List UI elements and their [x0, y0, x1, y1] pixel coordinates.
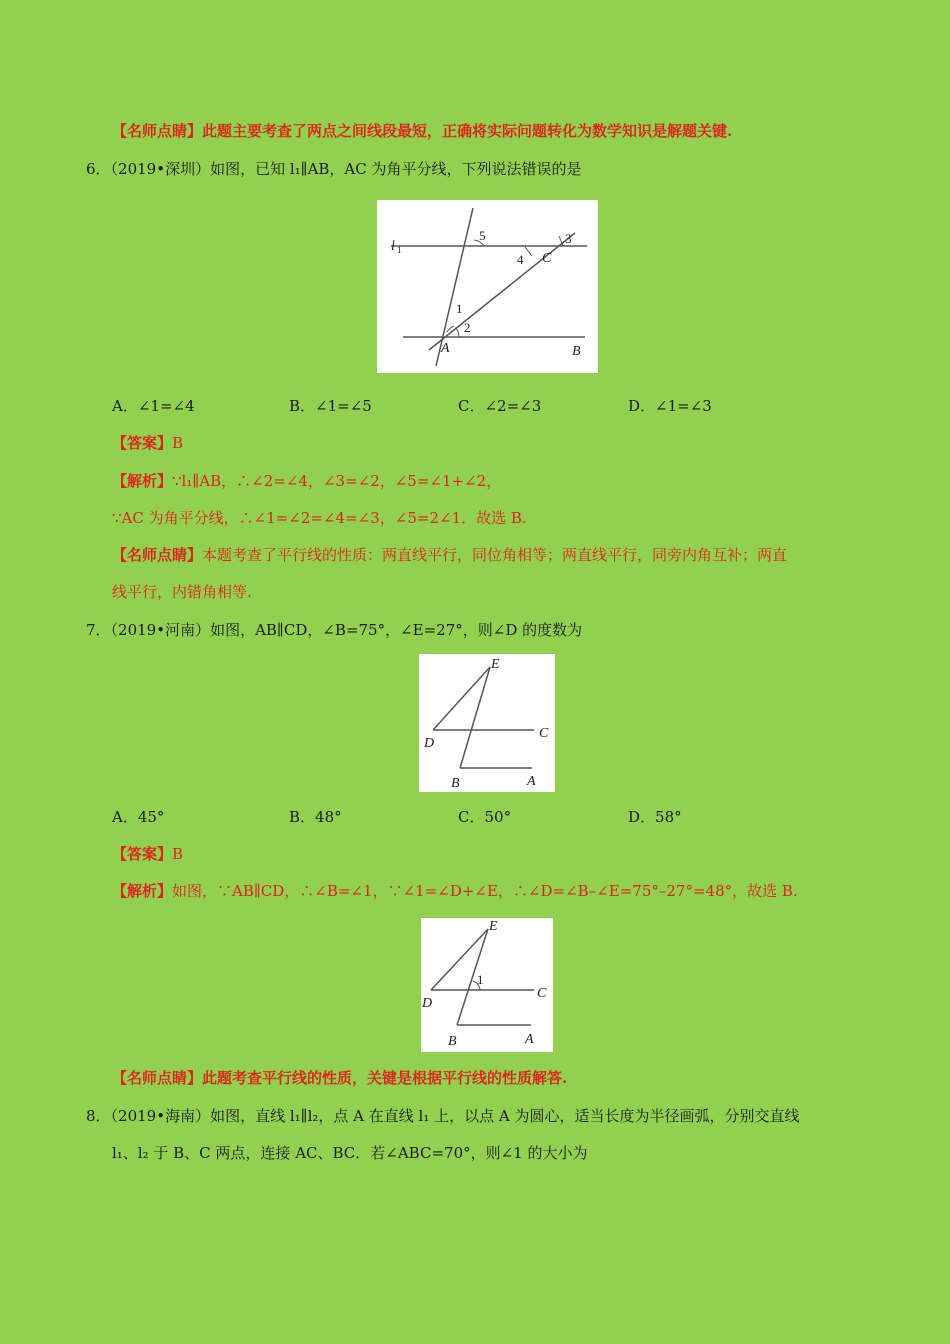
q7b-label-a: A	[525, 1032, 534, 1047]
q6-option-c: C．∠2=∠3	[458, 397, 542, 415]
q8-stem-1: 8．（2019•海南）如图，直线 l₁∥l₂，点 A 在直线 l₁ 上，以点 A 为圆心，适当长度为半径画弧，分别交直线	[86, 1107, 800, 1125]
q6-analysis-tag: 【解析】	[112, 472, 173, 490]
q7-option-d: D．58°	[628, 808, 682, 826]
q7-answer-value: B	[172, 845, 184, 863]
q6-arc-2	[456, 328, 459, 337]
q6-label-b: B	[572, 344, 581, 359]
q6-tip-tag: 【名师点睛】	[112, 546, 203, 564]
q7-tip	[112, 1068, 567, 1088]
q7-option-b: B．48°	[289, 808, 342, 826]
q7b-label-e: E	[489, 919, 498, 934]
q7-label-c: C	[539, 726, 549, 741]
q6-label-3: 3	[565, 231, 572, 246]
q7-label-a: A	[527, 774, 536, 789]
q6-analysis-text-1: ∵l₁∥AB，∴∠2=∠4，∠3=∠2，∠5=∠1+∠2，	[172, 472, 502, 490]
q7-answer-tag: 【答案】	[112, 845, 173, 863]
q6-answer	[112, 433, 183, 453]
q7-label-b: B	[451, 776, 460, 791]
q7-figure	[419, 654, 555, 792]
q6-label-1: 1	[456, 301, 463, 316]
q7-label-d: D	[424, 736, 435, 751]
q8-stem-2: l₁、l₂ 于 B、C 两点，连接 AC、BC．若∠ABC=70°，则∠1 的大小为	[112, 1144, 588, 1162]
q7b-label-d: D	[422, 996, 433, 1011]
q6-mark-4	[525, 247, 532, 256]
q7-option-a: A．45°	[112, 808, 165, 826]
q7b-label-b: B	[448, 1034, 457, 1049]
q6-bisector-ac	[429, 233, 575, 350]
q7-tip-tag: 【名师点睛】	[112, 1069, 203, 1087]
q6-label-a: A	[441, 341, 450, 356]
q5-tip-text: 此题主要考查了两点之间线段最短，正确将实际问题转化为数学知识是解题关键.	[202, 122, 733, 140]
q7b-label-c: C	[537, 986, 547, 1001]
q7-analysis	[112, 881, 798, 901]
q5-tip-tag: 【名师点睛】	[112, 122, 203, 140]
q7-analysis-text: 如图，∵AB∥CD，∴∠B=∠1，∵∠1=∠D+∠E，∴∠D=∠B–∠E=75°–27°=48°，故选 B.	[172, 882, 798, 900]
q6-option-b: B．∠1=∠5	[289, 397, 372, 415]
q6-analysis-2: ∵AC 为角平分线，∴∠1=∠2=∠4=∠3，∠5=2∠1．故选 B.	[112, 509, 527, 527]
q6-label-l1-sub: 1	[397, 245, 402, 255]
q6-label-c: C	[542, 251, 552, 266]
q6-label-5: 5	[479, 228, 486, 243]
q6-tip-2: 线平行，内错角相等.	[112, 583, 252, 601]
q6-tip-1	[112, 545, 787, 565]
q6-figure	[377, 200, 598, 373]
q6-answer-value: B	[172, 434, 184, 452]
q6-label-l1: l	[391, 239, 395, 254]
q6-stem: 6．（2019•深圳）如图，已知 l₁∥AB，AC 为角平分线，下列说法错误的是	[86, 160, 582, 178]
q6-analysis-1	[112, 471, 501, 491]
q7-answer	[112, 844, 183, 864]
q7-option-c: C．50°	[458, 808, 512, 826]
q6-option-a: A．∠1=∠4	[112, 397, 195, 415]
q6-tip-text-1: 本题考查了平行线的性质：两直线平行，同位角相等；两直线平行，同旁内角互补；两直	[202, 546, 788, 564]
q7-figure-2	[421, 918, 553, 1052]
q6-label-2: 2	[464, 320, 471, 335]
q5-tip	[112, 121, 732, 141]
q7-line-de	[433, 667, 490, 730]
q6-label-4: 4	[517, 252, 524, 267]
q7-line-eb	[460, 667, 490, 768]
q6-answer-tag: 【答案】	[112, 434, 173, 452]
q7b-label-1: 1	[477, 972, 484, 987]
q7-analysis-tag: 【解析】	[112, 882, 173, 900]
q6-option-d: D．∠1=∠3	[628, 397, 712, 415]
q7-stem: 7．（2019•河南）如图，AB∥CD，∠B=75°，∠E=27°，则∠D 的度数为	[86, 621, 583, 639]
q7-label-e: E	[491, 657, 500, 672]
q7-tip-text: 此题考查平行线的性质，关键是根据平行线的性质解答.	[202, 1069, 568, 1087]
